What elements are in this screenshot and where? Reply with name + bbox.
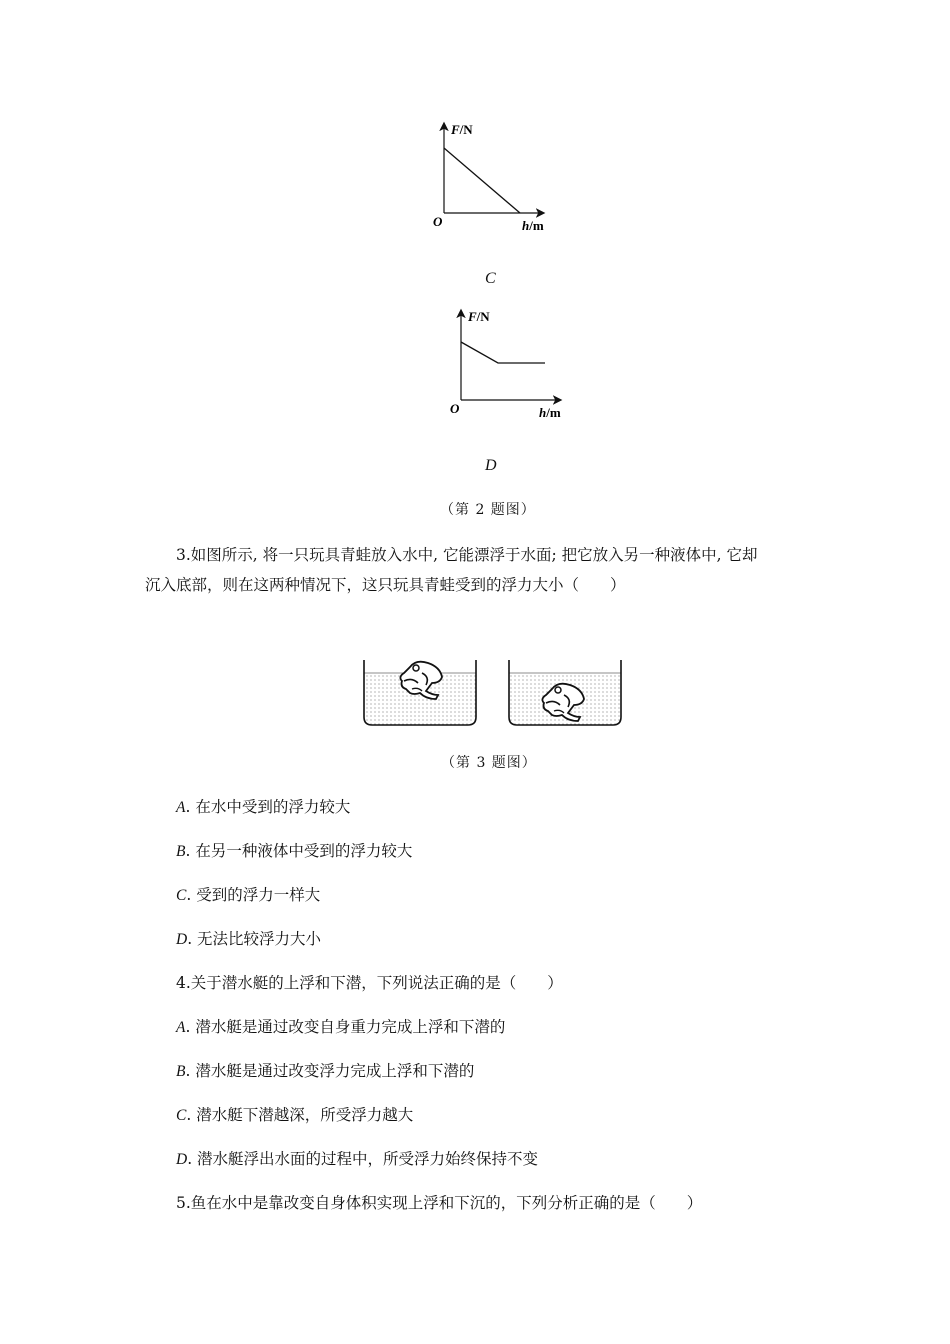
q4-option-a-key: A [176,1019,186,1036]
q4-option-c[interactable] [176,1103,413,1125]
q3-option-c[interactable] [176,883,320,905]
q4-option-d[interactable] [176,1147,538,1169]
q3-option-a[interactable] [176,795,350,817]
graph-c-ylabel-var: F [451,122,460,137]
fig3-caption: （第 3 题图） [441,755,537,771]
fig2-caption: （第 2 题图） [440,502,536,518]
q3-stem-line1: 3.如图所示, 将一只玩具青蛙放入水中, 它能漂浮于水面; 把它放入另一种液体中, 它却 [176,546,758,564]
q3-option-c-key: C [176,887,187,904]
graph-d-xlabel-unit: /m [546,405,561,420]
q4-option-b-key: B [176,1063,186,1080]
fig3-svg [358,655,628,735]
graph-c-ylabel-unit: /N [459,122,473,137]
q3-option-a-text: . 在水中受到的浮力较大 [185,798,351,816]
graph-d-origin: O [450,401,460,416]
q4-option-d-text: . 潜水艇浮出水面的过程中，所受浮力始终保持不变 [187,1150,539,1168]
graph-c-xlabel-var: h [522,218,530,233]
q3-option-b-text: . 在另一种液体中受到的浮力较大 [185,842,413,860]
graph-d [442,305,582,425]
graph-c-svg [425,118,565,238]
q3-option-b[interactable] [176,839,412,861]
graph-d-xlabel-var: h [539,405,547,420]
q3-option-d-text: . 无法比较浮力大小 [187,930,322,948]
graph-d-ylabel-unit: /N [476,309,490,324]
q3-option-c-text: . 受到的浮力一样大 [186,886,321,904]
svg-text:F/N [450,122,473,137]
q4-stem: 4.关于潜水艇的上浮和下潜，下列说法正确的是（ ） [176,974,563,992]
graph-c-xlabel-unit: /m [529,218,544,233]
graph-c-origin: O [433,214,443,229]
q5-stem: 5.鱼在水中是靠改变自身体积实现上浮和下沉的，下列分析正确的是（ ） [176,1194,703,1212]
graph-d-curve [461,342,545,363]
q4-option-c-text: . 潜水艇下潜越深，所受浮力越大 [186,1106,414,1124]
svg-text:h/m [539,405,561,420]
svg-text:h/m [522,218,544,233]
q3-option-d-key: D [176,931,188,948]
graph-c [425,118,565,238]
q4-option-a-text: . 潜水艇是通过改变自身重力完成上浮和下潜的 [185,1018,506,1036]
q3-stem-line2: 沉入底部，则在这两种情况下，这只玩具青蛙受到的浮力大小（ ） [145,576,626,594]
q4-option-a[interactable] [176,1015,505,1037]
q3-option-b-key: B [176,843,186,860]
graph-d-svg [442,305,582,425]
graph-c-curve [444,148,520,213]
fig3-illustration [358,655,628,735]
graph-c-letter: C [485,270,496,287]
q3-option-d[interactable] [176,927,321,949]
q4-option-c-key: C [176,1107,187,1124]
svg-text:F/N [467,309,490,324]
q3-option-a-key: A [176,799,186,816]
graph-d-letter: D [485,457,497,474]
q4-option-d-key: D [176,1151,188,1168]
q4-option-b-text: . 潜水艇是通过改变浮力完成上浮和下潜的 [185,1062,475,1080]
q4-option-b[interactable] [176,1059,474,1081]
graph-d-ylabel-var: F [468,309,477,324]
